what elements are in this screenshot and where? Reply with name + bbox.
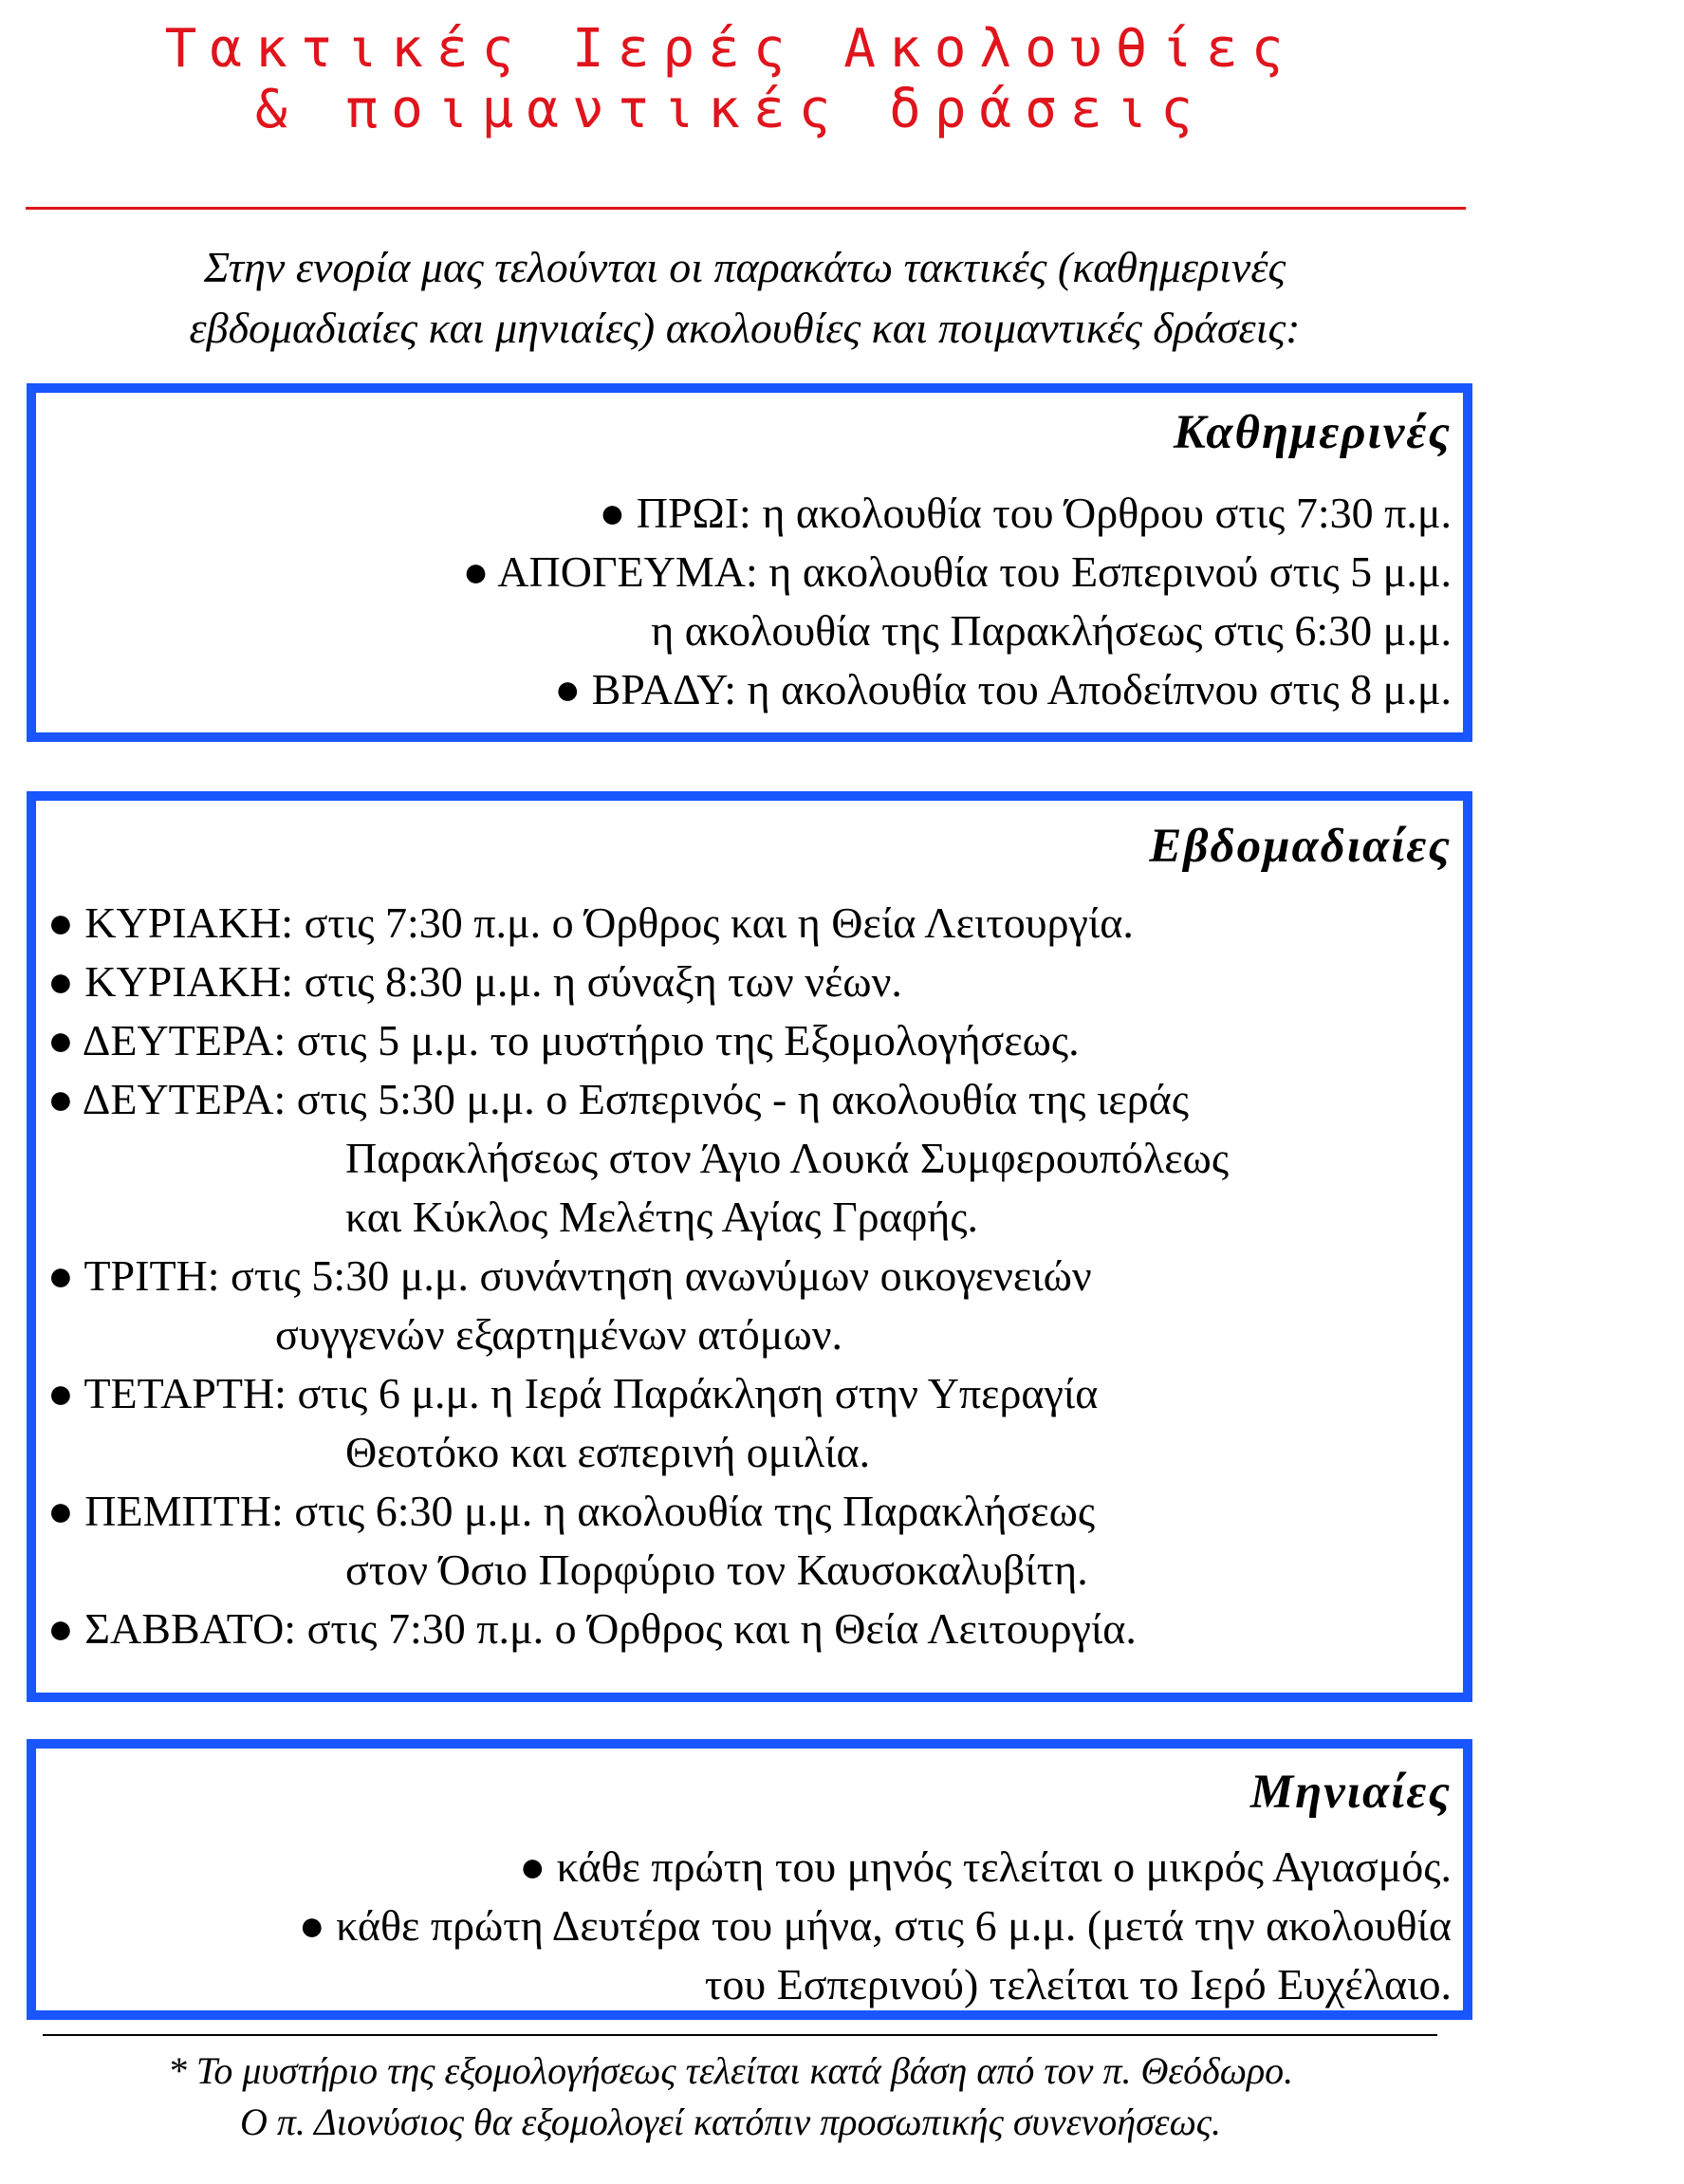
page-title: Τακτικές Ιερές Ακολουθίες — [164, 18, 1297, 80]
weekly-item-continuation: Θεοτόκο και εσπερινή ομιλία. — [345, 1428, 871, 1476]
monthly-item: ● κάθε πρώτη του μηνός τελείται ο μικρός Αγιασμός. — [519, 1842, 1452, 1891]
weekly-item: ● ΣΑΒΒΑΤΟ: στις 7:30 π.μ. ο Όρθρος και η Θεία Λειτουργία. — [47, 1604, 1137, 1653]
weekly-item-continuation: στον Όσιο Πορφύριο τον Καυσοκαλυβίτη. — [345, 1545, 1088, 1594]
daily-item: ● ΑΠΟΓΕΥΜΑ: η ακολουθία του Εσπερινού στις 5 μ.μ. — [462, 547, 1452, 596]
monthly-item: του Εσπερινού) τελείται το Ιερό Ευχέλαιο. — [704, 1960, 1452, 2008]
daily-item: ● ΒΡΑΔΥ: η ακολουθία του Αποδείπνου στις 8 μ.μ. — [554, 665, 1452, 713]
monthly-section — [27, 1739, 1472, 2020]
weekly-section — [27, 791, 1472, 1702]
weekly-item: ● ΔΕΥΤΕΡΑ: στις 5 μ.μ. το μυστήριο της Εξομολογήσεως. — [47, 1016, 1080, 1064]
weekly-heading: Εβδομαδιαίες — [1149, 820, 1452, 873]
daily-heading: Καθημερινές — [1173, 406, 1452, 459]
weekly-item: ● ΔΕΥΤΕΡΑ: στις 5:30 μ.μ. ο Εσπερινός - η ακολουθία της ιεράς — [47, 1075, 1189, 1123]
weekly-item: ● ΤΕΤΑΡΤΗ: στις 6 μ.μ. η Ιερά Παράκληση στην Υπεραγία — [47, 1369, 1099, 1417]
intro-line: Στην ενορία μας τελούνται οι παρακάτω τακτικές (καθημερινές — [203, 243, 1286, 291]
intro-text — [0, 237, 1490, 359]
weekly-item: ● ΤΡΙΤΗ: στις 5:30 μ.μ. συνάντηση ανωνύμων οικογενειών — [47, 1251, 1092, 1300]
intro-line: εβδομαδιαίες και μηνιαίες) ακολουθίες και ποιμαντικές δράσεις: — [189, 304, 1301, 352]
monthly-heading: Μηνιαίες — [1249, 1766, 1452, 1819]
footnote-line: Ο π. Διονύσιος θα εξομολογεί κατόπιν προσωπικής συνενοήσεως. — [239, 2101, 1222, 2143]
page-subtitle: & ποιμαντικές δράσεις — [254, 79, 1206, 140]
daily-item: ● ΠΡΩΙ: η ακολουθία του Όρθρου στις 7:30 π.μ. — [599, 489, 1452, 537]
daily-item: η ακολουθία της Παρακλήσεως στις 6:30 μ.μ. — [651, 606, 1452, 655]
footnote-divider — [43, 2034, 1437, 2036]
weekly-item: ● ΠΕΜΠΤΗ: στις 6:30 μ.μ. η ακολουθία της Παρακλήσεως — [47, 1487, 1096, 1535]
weekly-item: ● ΚΥΡΙΑΚΗ: στις 7:30 π.μ. ο Όρθρος και η Θεία Λειτουργία. — [47, 898, 1134, 947]
weekly-item-continuation: συγγενών εξαρτημένων ατόμων. — [275, 1310, 843, 1359]
monthly-item: ● κάθε πρώτη Δευτέρα του μήνα, στις 6 μ.μ. (μετά την ακολουθία — [298, 1901, 1452, 1950]
title-divider — [26, 207, 1466, 210]
daily-section — [27, 383, 1472, 742]
weekly-item-continuation: Παρακλήσεως στον Άγιο Λουκά Συμφερουπόλεως — [345, 1134, 1230, 1182]
weekly-item-continuation: και Κύκλος Μελέτης Αγίας Γραφής. — [345, 1193, 979, 1241]
weekly-item: ● ΚΥΡΙΑΚΗ: στις 8:30 μ.μ. η σύναξη των νέων. — [47, 957, 902, 1006]
footnote-line: * Το μυστήριο της εξομολογήσεως τελείται κατά βάση από τον π. Θεόδωρο. — [167, 2049, 1294, 2092]
